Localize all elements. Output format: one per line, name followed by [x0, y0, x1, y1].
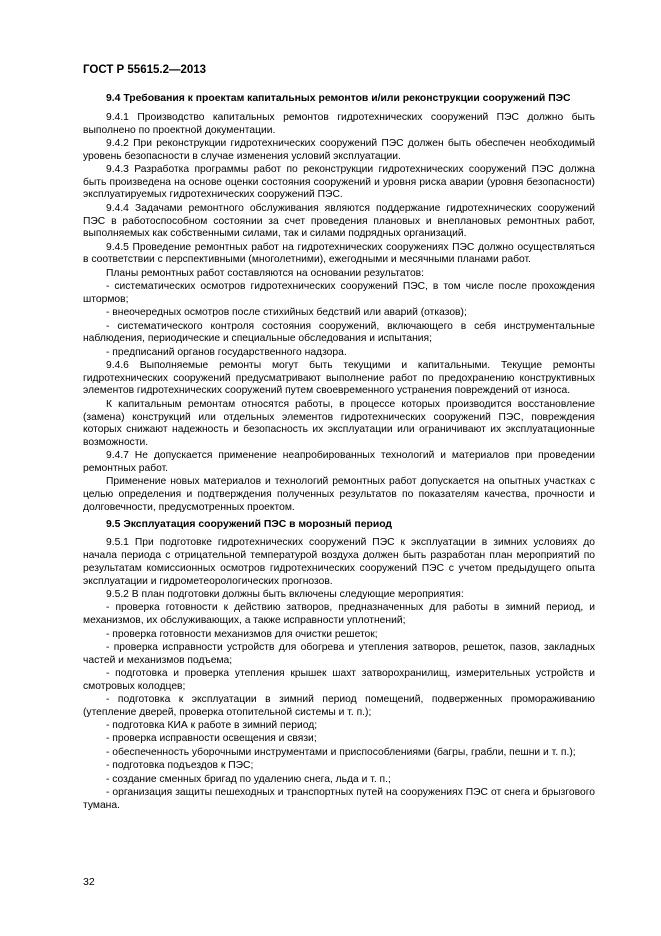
paragraph: 9.4.2 При реконструкции гидротехнических сооружений ПЭС должен быть обеспечен необходимый уровень безопасности в случае изменения условий эксплуатации. — [83, 137, 595, 162]
paragraph: - систематического контроля состояния сооружений, включающего в себя инструментальные наблюдения, периодические и специальные обследования и испытания; — [83, 320, 595, 345]
document-header: ГОСТ Р 55615.2—2013 — [83, 64, 207, 76]
paragraph: - подготовка подъездов к ПЭС; — [106, 760, 254, 772]
paragraph: - систематических осмотров гидротехнических сооружений ПЭС, в том числе после прохождения штормов; — [83, 281, 595, 305]
paragraph: 9.4.1 Производство капитальных ремонтов гидротехнических сооружений ПЭС должно быть выполнено по проектной документации. — [83, 111, 595, 136]
paragraph: К капитальным ремонтам относятся работы, в процессе которых производится восстановление (замена) конструкций или отдельных элементов гидротехнических сооружений ПЭС, повреждения которых снижают надежность и безопасность их эксплуатации или ограничивают их эксплуатационные возможности. — [83, 398, 595, 449]
paragraph: 9.4.7 Не допускается применение неапробированных технологий и материалов при проведении ремонтных работ. — [83, 450, 595, 475]
paragraph: 9.4.5 Проведение ремонтных работ на гидротехнических сооружениях ПЭС должно осуществляться в соответствии с перспективными (многолетними), ежегодными и месячными планами работ. — [83, 241, 595, 266]
paragraph: 9.5.2 В план подготовки должны быть включены следующие мероприятия: — [106, 589, 464, 601]
paragraph: - организация защиты пешеходных и транспортных путей на сооружениях ПЭС от снега и брызгового тумана. — [83, 786, 595, 811]
paragraph: - проверка исправности освещения и связи; — [106, 733, 317, 745]
paragraph: - подготовка КИА к работе в зимний период; — [106, 720, 318, 732]
paragraph: Применение новых материалов и технологий ремонтных работ допускается на опытных участках с целью определения и подтверждения полученных результатов по показателям качества, прочности и долговечности, предусмотренных проектом. — [83, 476, 595, 513]
paragraph: 9.4.6 Выполняемые ремонты могут быть текущими и капитальными. Текущие ремонты гидротехнических сооружений предусматривают выполнение работ по предохранению конструктивных элементов гидротехнических сооружений путем своевременного устранения повреждений от износа. — [83, 359, 595, 397]
paragraph: - подготовка к эксплуатации в зимний период помещений, подверженных промораживанию (утепление дверей, проверка отопительной системы и т. п.); — [83, 694, 595, 718]
paragraph: - внеочередных осмотров после стихийных бедствий или аварий (отказов); — [106, 307, 467, 319]
paragraph: - проверка готовности механизмов для очистки решеток; — [106, 628, 378, 640]
paragraph: - создание сменных бригад по удалению снега, льда и т. п.; — [106, 773, 391, 785]
paragraph: - проверка исправности устройств для обогрева и утепления затворов, решеток, пазов, закладных частей и механизмов подъема; — [83, 641, 595, 666]
paragraph: - подготовка и проверка утепления крышек шахт затворохранилищ, измерительных устройств и смотровых колодцев; — [83, 667, 595, 692]
paragraph: - обеспеченность уборочными инструментами и приспособлениями (багры, грабли, пешни и т. п.); — [106, 746, 576, 758]
section-heading: 9.4 Требования к проектам капитальных ремонтов и/или реконструкции сооружений ПЭС — [106, 93, 571, 104]
paragraph: 9.4.3 Разработка программы работ по реконструкции гидротехнических сооружений ПЭС должна быть произведена на основе оценки состояния сооружений и уровня риска аварии (уровня безопасности) эксплуатируемых гидротехнических сооружений ПЭС. — [83, 163, 595, 201]
paragraph: 9.5.1 При подготовке гидротехнических сооружений ПЭС к эксплуатации в зимних условиях до начала периода с отрицательной температурой воздуха должен быть разработан план мероприятий по результатам комиссионных осмотров гидротехнических сооружений ПЭС с учетом предыдущего опыта эксплуатации и гидрометеорологических прогнозов. — [83, 537, 595, 587]
section-heading: 9.5 Эксплуатация сооружений ПЭС в морозный период — [106, 518, 393, 530]
page-number: 32 — [83, 876, 95, 888]
paragraph: Планы ремонтных работ составляются на основании результатов: — [106, 267, 425, 279]
paragraph: - предписаний органов государственного надзора. — [106, 346, 347, 358]
paragraph: - проверка готовности к действию затворов, предназначенных для работы в зимний период, и механизмов, их обслуживающих, а также исправности уплотнений; — [83, 602, 595, 627]
document-body — [83, 89, 595, 813]
paragraph: 9.4.4 Задачами ремонтного обслуживания являются поддержание гидротехнических сооружений ПЭС в работоспособном состоянии за счет проведения плановых и внеплановых ремонтных работ, выполняемых как собственными силами, так и силами подрядных организаций. — [83, 202, 595, 240]
